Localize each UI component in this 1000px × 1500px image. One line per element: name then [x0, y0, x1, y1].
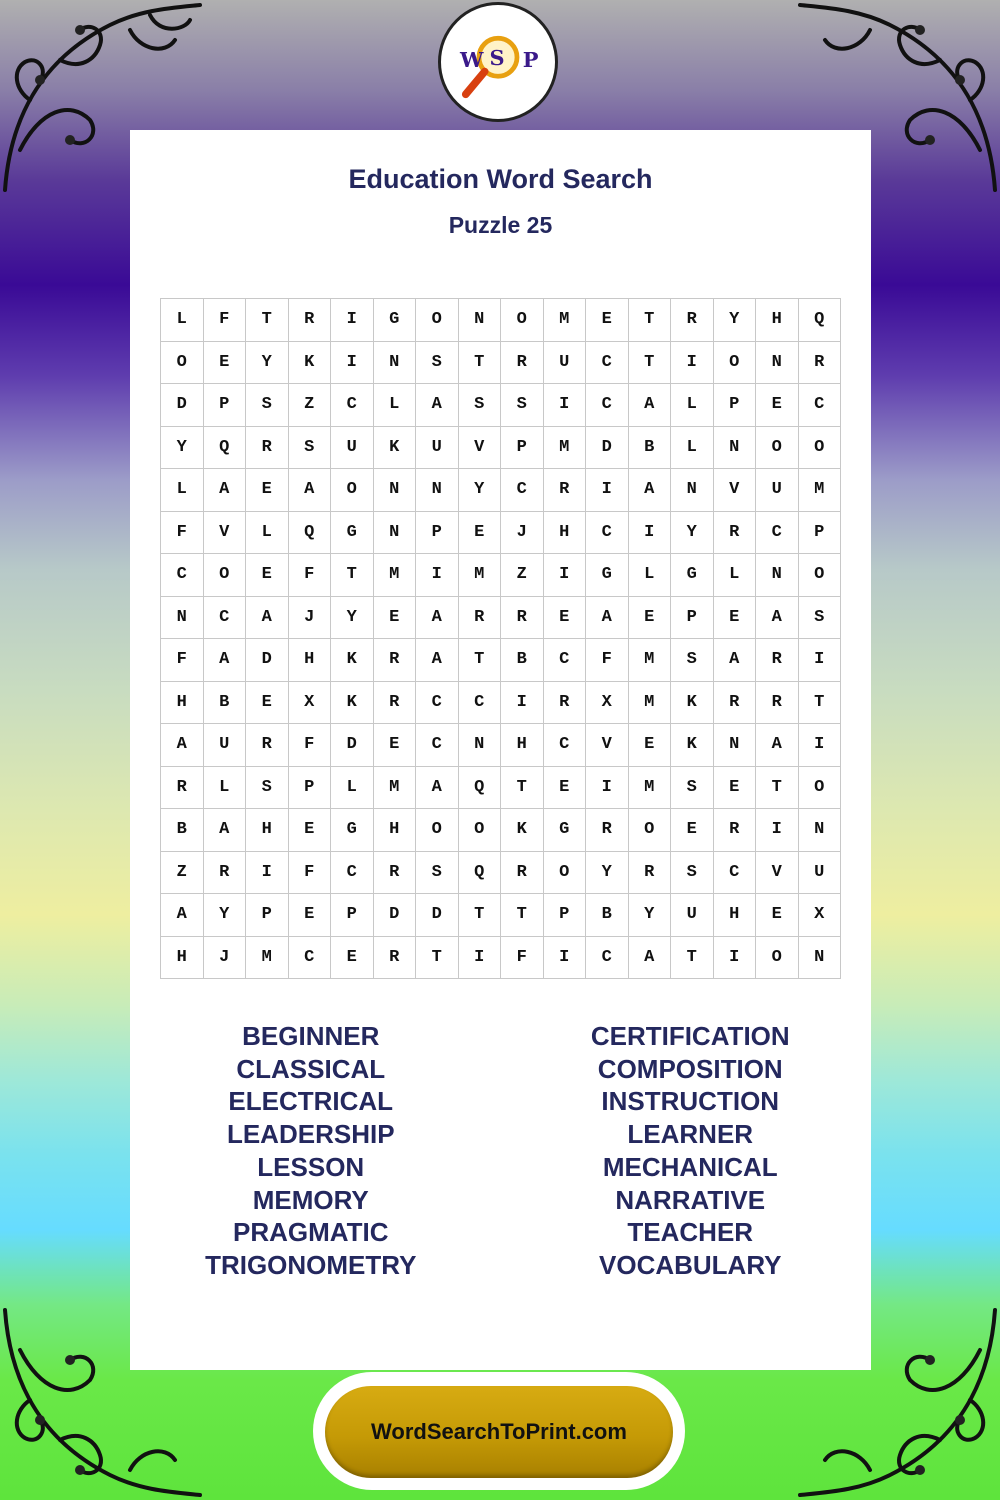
grid-cell[interactable]: A: [416, 384, 459, 427]
grid-cell[interactable]: R: [586, 809, 629, 852]
grid-cell[interactable]: F: [289, 724, 332, 767]
grid-cell[interactable]: Q: [799, 299, 842, 342]
grid-cell[interactable]: T: [331, 554, 374, 597]
grid-cell[interactable]: R: [501, 852, 544, 895]
grid-cell[interactable]: U: [544, 342, 587, 385]
grid-cell[interactable]: Q: [459, 852, 502, 895]
grid-cell[interactable]: I: [799, 639, 842, 682]
grid-cell[interactable]: O: [501, 299, 544, 342]
website-link[interactable]: WordSearchToPrint.com: [325, 1386, 673, 1478]
grid-cell[interactable]: N: [714, 427, 757, 470]
grid-cell[interactable]: I: [671, 342, 714, 385]
grid-cell[interactable]: U: [331, 427, 374, 470]
grid-cell[interactable]: O: [416, 299, 459, 342]
grid-cell[interactable]: R: [204, 852, 247, 895]
word-item: LEARNER: [627, 1119, 754, 1150]
grid-cell[interactable]: J: [204, 937, 247, 980]
grid-cell[interactable]: C: [586, 342, 629, 385]
grid-cell[interactable]: S: [671, 852, 714, 895]
grid-cell[interactable]: V: [586, 724, 629, 767]
grid-cell[interactable]: R: [374, 852, 417, 895]
grid-cell[interactable]: G: [586, 554, 629, 597]
grid-cell[interactable]: C: [289, 937, 332, 980]
grid-cell[interactable]: S: [459, 384, 502, 427]
grid-cell[interactable]: E: [544, 597, 587, 640]
grid-cell[interactable]: A: [204, 809, 247, 852]
word-list-left: [121, 1020, 501, 1282]
grid-cell[interactable]: I: [459, 937, 502, 980]
wsp-logo[interactable]: [438, 2, 558, 122]
grid-cell[interactable]: I: [544, 937, 587, 980]
grid-cell[interactable]: H: [161, 937, 204, 980]
word-item: VOCABULARY: [599, 1249, 782, 1280]
grid-cell[interactable]: F: [161, 512, 204, 555]
grid-cell[interactable]: X: [799, 894, 842, 937]
grid-cell[interactable]: R: [161, 767, 204, 810]
grid-cell[interactable]: X: [586, 682, 629, 725]
grid-cell[interactable]: T: [671, 937, 714, 980]
grid-cell[interactable]: E: [714, 767, 757, 810]
puzzle-number: Puzzle 25: [448, 212, 553, 238]
word-item: CERTIFICATION: [590, 1021, 790, 1051]
grid-cell[interactable]: S: [289, 427, 332, 470]
grid-cell[interactable]: Z: [161, 852, 204, 895]
grid-cell[interactable]: E: [374, 724, 417, 767]
grid-cell[interactable]: Q: [289, 512, 332, 555]
grid-cell[interactable]: Y: [586, 852, 629, 895]
grid-cell[interactable]: P: [714, 384, 757, 427]
grid-cell[interactable]: A: [756, 724, 799, 767]
grid-cell[interactable]: N: [416, 469, 459, 512]
word-item: ELECTRICAL: [228, 1086, 394, 1117]
word-item: TRIGONOMETRY: [205, 1249, 417, 1280]
grid-cell[interactable]: E: [289, 809, 332, 852]
word-item: BEGINNER: [242, 1021, 380, 1051]
word-item: NARRATIVE: [615, 1184, 766, 1215]
grid-cell[interactable]: E: [544, 767, 587, 810]
grid-cell[interactable]: A: [204, 639, 247, 682]
grid-cell[interactable]: I: [586, 767, 629, 810]
grid-cell[interactable]: L: [204, 767, 247, 810]
grid-cell[interactable]: I: [331, 342, 374, 385]
grid-cell[interactable]: I: [501, 682, 544, 725]
grid-cell[interactable]: S: [671, 639, 714, 682]
grid-cell[interactable]: B: [204, 682, 247, 725]
grid-cell[interactable]: P: [799, 512, 842, 555]
grid-cell[interactable]: M: [374, 554, 417, 597]
grid-cell[interactable]: U: [799, 852, 842, 895]
word-list-right: [501, 1020, 881, 1282]
grid-cell[interactable]: A: [416, 767, 459, 810]
grid-cell[interactable]: T: [629, 342, 672, 385]
grid-cell[interactable]: D: [331, 724, 374, 767]
grid-cell[interactable]: U: [671, 894, 714, 937]
word-item: MECHANICAL: [602, 1151, 778, 1182]
grid-cell[interactable]: I: [416, 554, 459, 597]
grid-cell[interactable]: S: [416, 342, 459, 385]
grid-cell[interactable]: E: [714, 597, 757, 640]
grid-cell[interactable]: A: [629, 384, 672, 427]
grid-cell[interactable]: G: [374, 299, 417, 342]
grid-cell[interactable]: N: [374, 342, 417, 385]
grid-cell[interactable]: C: [586, 512, 629, 555]
grid-cell[interactable]: P: [331, 894, 374, 937]
grid-cell[interactable]: F: [501, 937, 544, 980]
grid-cell[interactable]: E: [756, 894, 799, 937]
grid-cell[interactable]: E: [629, 724, 672, 767]
grid-cell[interactable]: O: [799, 427, 842, 470]
grid-cell[interactable]: H: [756, 299, 799, 342]
grid-cell[interactable]: C: [161, 554, 204, 597]
grid-cell[interactable]: A: [416, 639, 459, 682]
grid-cell[interactable]: H: [374, 809, 417, 852]
grid-cell[interactable]: P: [416, 512, 459, 555]
grid-cell[interactable]: O: [756, 937, 799, 980]
grid-cell[interactable]: K: [289, 342, 332, 385]
grid-cell[interactable]: O: [331, 469, 374, 512]
grid-cell[interactable]: R: [544, 469, 587, 512]
grid-cell[interactable]: K: [671, 682, 714, 725]
grid-cell[interactable]: E: [374, 597, 417, 640]
grid-cell[interactable]: E: [204, 342, 247, 385]
word-item: INSTRUCTION: [601, 1086, 780, 1117]
grid-cell[interactable]: S: [246, 384, 289, 427]
grid-cell[interactable]: I: [246, 852, 289, 895]
grid-cell[interactable]: G: [331, 512, 374, 555]
grid-cell[interactable]: J: [501, 512, 544, 555]
grid-cell[interactable]: O: [629, 809, 672, 852]
grid-cell[interactable]: V: [204, 512, 247, 555]
grid-cell[interactable]: C: [501, 469, 544, 512]
grid-cell[interactable]: C: [416, 682, 459, 725]
grid-cell[interactable]: S: [799, 597, 842, 640]
grid-cell[interactable]: K: [671, 724, 714, 767]
grid-cell[interactable]: Y: [246, 342, 289, 385]
grid-cell[interactable]: R: [501, 597, 544, 640]
grid-cell[interactable]: R: [374, 682, 417, 725]
magnifier-icon: [441, 5, 555, 119]
grid-cell[interactable]: D: [246, 639, 289, 682]
grid-cell[interactable]: E: [671, 809, 714, 852]
grid-cell[interactable]: L: [671, 384, 714, 427]
grid-cell[interactable]: T: [416, 937, 459, 980]
word-item: LESSON: [257, 1151, 365, 1182]
grid-cell[interactable]: A: [416, 597, 459, 640]
grid-cell[interactable]: D: [374, 894, 417, 937]
grid-cell[interactable]: A: [204, 469, 247, 512]
word-item: CLASSICAL: [236, 1053, 386, 1084]
grid-cell[interactable]: I: [586, 469, 629, 512]
grid-cell[interactable]: R: [714, 809, 757, 852]
grid-cell[interactable]: B: [501, 639, 544, 682]
grid-cell[interactable]: N: [374, 512, 417, 555]
grid-cell[interactable]: N: [756, 342, 799, 385]
grid-cell[interactable]: A: [161, 894, 204, 937]
grid-cell[interactable]: M: [246, 937, 289, 980]
grid-cell[interactable]: M: [459, 554, 502, 597]
grid-cell[interactable]: T: [501, 894, 544, 937]
grid-cell[interactable]: Z: [501, 554, 544, 597]
grid-cell[interactable]: N: [799, 809, 842, 852]
grid-cell[interactable]: R: [714, 682, 757, 725]
grid-cell[interactable]: R: [246, 724, 289, 767]
grid-cell[interactable]: A: [161, 724, 204, 767]
grid-cell[interactable]: F: [586, 639, 629, 682]
grid-cell[interactable]: O: [459, 809, 502, 852]
grid-cell[interactable]: K: [374, 427, 417, 470]
grid-cell[interactable]: E: [756, 384, 799, 427]
grid-cell[interactable]: U: [756, 469, 799, 512]
grid-cell[interactable]: K: [331, 639, 374, 682]
grid-cell[interactable]: A: [714, 639, 757, 682]
grid-cell[interactable]: J: [289, 597, 332, 640]
grid-cell[interactable]: E: [586, 299, 629, 342]
grid-cell[interactable]: C: [331, 852, 374, 895]
grid-cell[interactable]: N: [714, 724, 757, 767]
letter-grid: [160, 298, 841, 979]
grid-cell[interactable]: R: [374, 639, 417, 682]
grid-cell[interactable]: I: [629, 512, 672, 555]
grid-cell[interactable]: K: [331, 682, 374, 725]
grid-cell[interactable]: O: [714, 342, 757, 385]
grid-cell[interactable]: M: [629, 767, 672, 810]
grid-cell[interactable]: M: [629, 682, 672, 725]
grid-cell[interactable]: Y: [161, 427, 204, 470]
puzzle-card: [130, 130, 871, 1370]
grid-cell[interactable]: B: [161, 809, 204, 852]
grid-cell[interactable]: I: [544, 554, 587, 597]
grid-cell[interactable]: B: [629, 427, 672, 470]
grid-cell[interactable]: P: [289, 767, 332, 810]
grid-cell[interactable]: I: [331, 299, 374, 342]
grid-cell[interactable]: R: [501, 342, 544, 385]
grid-cell[interactable]: V: [714, 469, 757, 512]
grid-cell[interactable]: N: [756, 554, 799, 597]
word-item: COMPOSITION: [597, 1053, 783, 1084]
grid-cell[interactable]: O: [416, 809, 459, 852]
grid-cell[interactable]: E: [246, 554, 289, 597]
grid-cell[interactable]: A: [289, 469, 332, 512]
grid-cell[interactable]: Q: [204, 427, 247, 470]
grid-cell[interactable]: H: [161, 682, 204, 725]
grid-cell[interactable]: C: [586, 937, 629, 980]
grid-cell[interactable]: C: [459, 682, 502, 725]
grid-cell[interactable]: A: [629, 937, 672, 980]
grid-cell[interactable]: E: [246, 682, 289, 725]
grid-cell[interactable]: O: [544, 852, 587, 895]
word-list: [130, 1020, 871, 1282]
grid-cell[interactable]: Z: [289, 384, 332, 427]
grid-cell[interactable]: A: [756, 597, 799, 640]
grid-cell[interactable]: M: [544, 299, 587, 342]
grid-cell[interactable]: D: [161, 384, 204, 427]
grid-cell[interactable]: I: [544, 384, 587, 427]
grid-cell[interactable]: Y: [459, 469, 502, 512]
grid-cell[interactable]: H: [246, 809, 289, 852]
grid-cell[interactable]: P: [544, 894, 587, 937]
grid-cell[interactable]: E: [459, 512, 502, 555]
grid-cell[interactable]: O: [756, 427, 799, 470]
grid-cell[interactable]: O: [161, 342, 204, 385]
grid-cell[interactable]: I: [756, 809, 799, 852]
grid-cell[interactable]: G: [671, 554, 714, 597]
grid-cell[interactable]: I: [799, 724, 842, 767]
grid-cell[interactable]: F: [289, 852, 332, 895]
grid-cell[interactable]: L: [161, 299, 204, 342]
grid-cell[interactable]: P: [204, 384, 247, 427]
grid-cell[interactable]: N: [671, 469, 714, 512]
grid-cell[interactable]: A: [629, 469, 672, 512]
grid-cell[interactable]: S: [416, 852, 459, 895]
grid-cell[interactable]: C: [586, 384, 629, 427]
grid-cell[interactable]: N: [459, 724, 502, 767]
grid-cell[interactable]: P: [246, 894, 289, 937]
grid-cell[interactable]: P: [671, 597, 714, 640]
grid-cell[interactable]: X: [289, 682, 332, 725]
page-title: Education Word Search: [348, 164, 653, 194]
grid-cell[interactable]: C: [544, 724, 587, 767]
grid-cell[interactable]: M: [544, 427, 587, 470]
grid-cell[interactable]: B: [586, 894, 629, 937]
grid-cell[interactable]: C: [331, 384, 374, 427]
grid-cell[interactable]: R: [756, 682, 799, 725]
grid-cell[interactable]: R: [671, 299, 714, 342]
grid-cell[interactable]: C: [544, 639, 587, 682]
grid-cell[interactable]: Y: [714, 299, 757, 342]
grid-cell[interactable]: U: [204, 724, 247, 767]
grid-cell[interactable]: A: [586, 597, 629, 640]
grid-cell[interactable]: R: [289, 299, 332, 342]
grid-cell[interactable]: L: [629, 554, 672, 597]
grid-cell[interactable]: R: [544, 682, 587, 725]
grid-cell[interactable]: R: [756, 639, 799, 682]
grid-cell[interactable]: L: [671, 427, 714, 470]
logo-letter: S: [489, 44, 505, 70]
grid-cell[interactable]: Y: [629, 894, 672, 937]
grid-cell[interactable]: E: [289, 894, 332, 937]
grid-cell[interactable]: T: [629, 299, 672, 342]
grid-cell[interactable]: N: [459, 299, 502, 342]
grid-cell[interactable]: K: [501, 809, 544, 852]
grid-cell[interactable]: R: [459, 597, 502, 640]
grid-cell[interactable]: D: [586, 427, 629, 470]
grid-cell[interactable]: Q: [459, 767, 502, 810]
grid-cell[interactable]: R: [374, 937, 417, 980]
grid-cell[interactable]: E: [246, 469, 289, 512]
grid-cell[interactable]: C: [756, 512, 799, 555]
grid-cell[interactable]: Y: [331, 597, 374, 640]
grid-cell[interactable]: H: [714, 894, 757, 937]
grid-cell[interactable]: T: [459, 894, 502, 937]
grid-cell[interactable]: L: [374, 384, 417, 427]
grid-cell[interactable]: T: [459, 639, 502, 682]
grid-cell[interactable]: M: [629, 639, 672, 682]
grid-cell[interactable]: T: [756, 767, 799, 810]
grid-cell[interactable]: S: [671, 767, 714, 810]
word-item: MEMORY: [252, 1184, 369, 1215]
word-item: PRAGMATIC: [232, 1217, 389, 1248]
grid-cell[interactable]: M: [799, 469, 842, 512]
grid-cell[interactable]: M: [374, 767, 417, 810]
grid-cell[interactable]: O: [799, 767, 842, 810]
grid-cell[interactable]: O: [799, 554, 842, 597]
grid-cell[interactable]: T: [459, 342, 502, 385]
grid-cell[interactable]: L: [161, 469, 204, 512]
footer-badge: [313, 1372, 685, 1490]
grid-cell[interactable]: V: [459, 427, 502, 470]
grid-cell[interactable]: L: [714, 554, 757, 597]
grid-cell[interactable]: E: [331, 937, 374, 980]
grid-cell[interactable]: Y: [204, 894, 247, 937]
logo-letter: P: [522, 46, 539, 72]
grid-cell[interactable]: C: [416, 724, 459, 767]
grid-cell[interactable]: S: [501, 384, 544, 427]
grid-cell[interactable]: F: [289, 554, 332, 597]
grid-cell[interactable]: T: [501, 767, 544, 810]
logo-letter: W: [460, 46, 484, 72]
grid-cell[interactable]: C: [714, 852, 757, 895]
grid-cell[interactable]: T: [799, 682, 842, 725]
grid-cell[interactable]: R: [714, 512, 757, 555]
grid-cell[interactable]: D: [416, 894, 459, 937]
grid-cell[interactable]: C: [204, 597, 247, 640]
grid-cell[interactable]: F: [204, 299, 247, 342]
grid-cell[interactable]: I: [714, 937, 757, 980]
grid-cell[interactable]: H: [289, 639, 332, 682]
grid-cell[interactable]: T: [246, 299, 289, 342]
grid-cell[interactable]: R: [246, 427, 289, 470]
grid-cell[interactable]: N: [161, 597, 204, 640]
grid-cell[interactable]: N: [374, 469, 417, 512]
grid-cell[interactable]: H: [544, 512, 587, 555]
grid-cell[interactable]: A: [246, 597, 289, 640]
grid-cell[interactable]: E: [629, 597, 672, 640]
grid-cell[interactable]: L: [331, 767, 374, 810]
grid-cell[interactable]: O: [204, 554, 247, 597]
word-item: TEACHER: [627, 1217, 754, 1248]
grid-cell[interactable]: R: [799, 342, 842, 385]
grid-cell[interactable]: Y: [671, 512, 714, 555]
grid-cell[interactable]: R: [629, 852, 672, 895]
grid-cell[interactable]: S: [246, 767, 289, 810]
grid-cell[interactable]: G: [331, 809, 374, 852]
grid-cell[interactable]: H: [501, 724, 544, 767]
grid-cell[interactable]: F: [161, 639, 204, 682]
grid-cell[interactable]: G: [544, 809, 587, 852]
grid-cell[interactable]: L: [246, 512, 289, 555]
word-item: LEADERSHIP: [226, 1119, 395, 1150]
grid-cell[interactable]: P: [501, 427, 544, 470]
grid-cell[interactable]: U: [416, 427, 459, 470]
grid-cell[interactable]: C: [799, 384, 842, 427]
grid-cell[interactable]: V: [756, 852, 799, 895]
grid-cell[interactable]: N: [799, 937, 842, 980]
